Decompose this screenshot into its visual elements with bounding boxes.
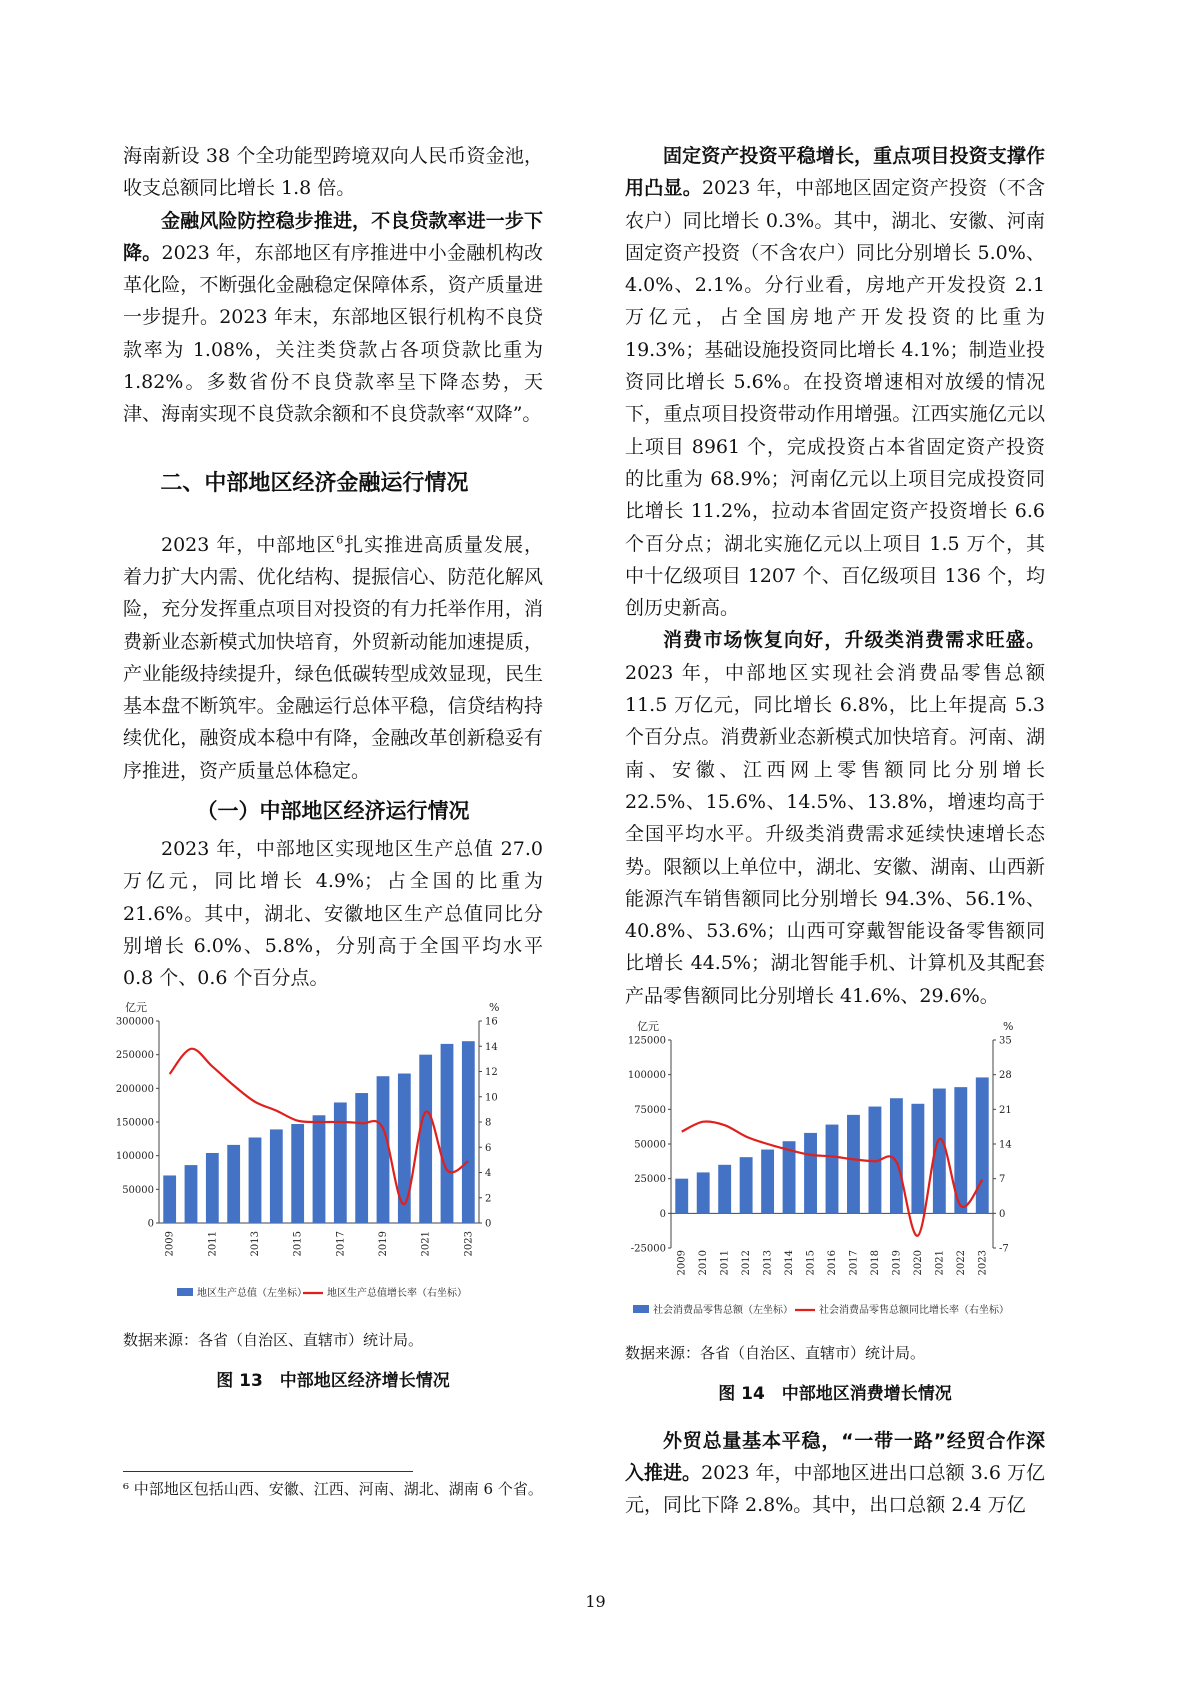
paragraph-body: 2023 年，中部地区实现社会消费品零售总额 11.5 万亿元，同比增长 6.8%，比上年提高 5.3 个百分点。消费新业态新模式加快培育。河南、湖南、安徽、江西网上零售额同比分别增长 22.5%、15.6%、14.5%、13.8%，增速均高于全国平均水平。升级类消费需求延续快速增长态势。限额以上单位中，湖北、安徽、湖南、山西新能源汽车销售额同比分别增长 94.3%、56.1%、40.8%、53.6%；山西可穿戴智能设备零售额同比增长 44.5%；湖北智能手机、计算机及其配套产品零售额同比分别增长 41.6%、29.6%。: [625, 661, 1045, 1007]
y2-tick-label: 8: [485, 1117, 492, 1129]
paragraph: [625, 624, 1045, 1012]
bar: [355, 1093, 368, 1223]
x-tick-label: 2014: [784, 1250, 796, 1276]
paragraph-body: 2023 年，中部地区固定资产投资（不含农户）同比增长 0.3%。其中，湖北、安徽、河南固定资产投资（不含农户）同比分别增长 5.0%、4.0%、2.1%。分行业看，房地产开发投资 2.1 万亿元，占全国房地产开发投资的比重为 19.3%；基础设施投资同比增长 4.1%；制造业投资同比增长 5.6%。在投资增速相对放缓的情况下，重点项目投资带动作用增强。江西实施亿元以上项目 8961 个，完成投资占本省固定资产投资的比重为 68.9%；河南亿元以上项目完成投资同比增长 11.2%，拉动本省固定资产投资增长 6.6 个百分点；湖北实施亿元以上项目 1.5 万个，其中十亿级项目 1207 个、百亿级项目 136 个，均创历史新高。: [625, 177, 1045, 620]
left-column: [115, 140, 543, 1397]
bar: [847, 1115, 860, 1213]
figure-caption: 图 13 中部地区经济增长情况: [216, 1370, 450, 1391]
bar: [185, 1165, 198, 1223]
bar: [761, 1150, 774, 1214]
y-tick-label: 0: [147, 1218, 154, 1230]
x-tick-label: 2011: [719, 1250, 731, 1276]
x-tick-label: 2011: [207, 1230, 219, 1256]
paragraph: [123, 529, 543, 787]
figure-source: 数据来源：各省（自治区、直辖市）统计局。: [123, 1330, 424, 1349]
bar: [377, 1076, 390, 1223]
bar: [291, 1124, 304, 1223]
x-tick-label: 2016: [827, 1250, 838, 1276]
bar: [804, 1133, 817, 1213]
section-heading: 二、中部地区经济金融运行情况: [160, 470, 469, 496]
x-tick-label: 2015: [805, 1250, 817, 1276]
y-tick-label: 200000: [115, 1083, 154, 1095]
chart-13: [115, 1000, 543, 1325]
y-tick-label: -25000: [630, 1243, 666, 1255]
y2-axis-unit: %: [489, 1000, 500, 1014]
y2-tick-label: 7: [999, 1174, 1006, 1186]
x-tick-label: 2017: [335, 1230, 347, 1256]
bar: [334, 1102, 347, 1223]
x-tick-label: 2021: [934, 1250, 946, 1276]
y-tick-label: 125000: [627, 1035, 666, 1047]
bar: [976, 1077, 989, 1213]
paragraph-lead: 金融风险防控稳步推进，不良贷款率进一步下降。: [123, 209, 543, 264]
paragraph: 海南新设 38 个全功能型跨境双向人民币资金池，收支总额同比增长 1.8 倍。: [123, 145, 543, 200]
x-tick-label: 2022: [955, 1250, 967, 1276]
y-tick-label: 25000: [634, 1174, 666, 1186]
legend-label: 地区生产总值（左坐标）: [197, 1287, 307, 1299]
bar: [249, 1137, 262, 1223]
bar: [911, 1104, 924, 1214]
x-tick-label: 2013: [250, 1230, 261, 1256]
subsection-heading: （一）中部地区经济运行情况: [196, 799, 470, 824]
bar: [441, 1043, 454, 1222]
chart-13-svg: [115, 1000, 523, 1315]
bar: [227, 1144, 240, 1222]
legend-label: 地区生产总值增长率（右坐标）: [327, 1287, 467, 1299]
x-tick-label: 2020: [912, 1250, 924, 1276]
footnote: ⁶ 中部地区包括山西、安徽、江西、河南、湖北、湖南 6 个省。: [123, 1480, 543, 1498]
y-tick-label: 150000: [115, 1117, 154, 1129]
y2-tick-label: 28: [999, 1070, 1012, 1082]
paragraph-lead: 消费市场恢复向好，升级类消费需求旺盛。: [663, 629, 1045, 652]
y2-tick-label: 21: [999, 1104, 1012, 1116]
y2-tick-label: 16: [485, 1016, 498, 1028]
bar: [419, 1054, 432, 1222]
y2-tick-label: 0: [999, 1208, 1006, 1220]
footnote-divider: [123, 1471, 413, 1472]
y2-tick-label: 0: [485, 1218, 492, 1230]
bar: [270, 1129, 283, 1223]
bar: [826, 1125, 839, 1214]
y-tick-label: 100000: [115, 1150, 154, 1162]
x-tick-label: 2009: [164, 1230, 176, 1256]
bar: [675, 1179, 688, 1214]
right-column: [625, 140, 1045, 1522]
y-axis-unit: 亿元: [637, 1020, 659, 1034]
x-tick-label: 2009: [676, 1250, 688, 1276]
y2-tick-label: 4: [485, 1167, 492, 1179]
bar: [740, 1157, 753, 1213]
x-tick-label: 2017: [848, 1250, 860, 1276]
x-tick-label: 2010: [698, 1250, 710, 1276]
paragraph-body: 2023 年，中部地区进出口总额 3.6 万亿元，同比下降 2.8%。其中，出口总额 2.4 万亿: [625, 1461, 1045, 1517]
bar: [462, 1041, 475, 1223]
y-tick-label: 250000: [115, 1049, 154, 1061]
bar: [697, 1172, 710, 1213]
page-number: 19: [585, 1592, 606, 1611]
y2-tick-label: 35: [999, 1035, 1012, 1047]
x-tick-label: 2023: [977, 1250, 989, 1276]
y2-tick-label: 14: [485, 1041, 498, 1053]
y2-tick-label: 2: [485, 1192, 492, 1204]
bar: [163, 1175, 176, 1223]
x-tick-label: 2012: [741, 1250, 753, 1276]
legend-swatch-bar: [633, 1305, 649, 1313]
y2-tick-label: -7: [999, 1243, 1009, 1255]
y-axis-unit: 亿元: [125, 1000, 147, 1014]
figure-source: 数据来源：各省（自治区、直辖市）统计局。: [625, 1344, 926, 1363]
bar: [718, 1165, 731, 1214]
legend-label: 社会消费品零售总额同比增长率（右坐标）: [819, 1305, 1009, 1317]
chart-14: [625, 1018, 1045, 1338]
footnote-ref[interactable]: 6: [336, 533, 344, 547]
y-tick-label: 100000: [627, 1070, 666, 1082]
x-tick-label: 2013: [762, 1250, 774, 1276]
y2-tick-label: 10: [485, 1091, 498, 1103]
paragraph: [123, 205, 543, 431]
paragraph-body: 2023 年，中部地区: [161, 533, 337, 556]
y2-tick-label: 6: [485, 1142, 492, 1154]
y2-tick-label: 12: [485, 1066, 498, 1078]
paragraph-body: 2023 年，东部地区有序推进中小金融机构改革化险，不断强化金融稳定保障体系，资产质量进一步提升。2023 年末，东部地区银行机构不良贷款率为 1.08%，关注类贷款占各项贷款比重为 1.82%。多数省份不良贷款率呈下降态势，天津、海南实现不良贷款余额和不良贷款率“双降”。: [123, 241, 543, 426]
y-tick-label: 50000: [122, 1184, 154, 1196]
bar: [313, 1115, 326, 1223]
y-tick-label: 0: [659, 1208, 666, 1220]
figure-caption: 图 14 中部地区消费增长情况: [718, 1384, 952, 1405]
x-tick-label: 2023: [463, 1230, 475, 1256]
paragraph-lead: 固定资产投资平稳增长，重点项目投资支撑作用凸显。: [625, 145, 1045, 200]
legend-label: 社会消费品零售总额（左坐标）: [653, 1305, 793, 1317]
legend-swatch-bar: [177, 1288, 193, 1296]
y-tick-label: 50000: [634, 1139, 666, 1151]
y2-tick-label: 14: [999, 1139, 1012, 1151]
x-tick-label: 2015: [292, 1230, 304, 1256]
paragraph: [625, 140, 1045, 624]
x-tick-label: 2021: [420, 1230, 432, 1256]
x-tick-label: 2019: [891, 1250, 903, 1276]
y2-axis-unit: %: [1003, 1020, 1014, 1034]
paragraph-body: 扎实推进高质量发展，着力扩大内需、优化结构、提振信心、防范化解风险，充分发挥重点项目对投资的有力托举作用，消费新业态新模式加快培育，外贸新动能加速提质，产业能级持续提升，绿色低碳转型成效显现，民生基本盘不断筑牢。金融运行总体平稳，信贷结构持续优化，融资成本稳中有降，金融改革创新稳妥有序推进，资产质量总体稳定。: [123, 533, 543, 782]
y-tick-label: 75000: [634, 1104, 666, 1116]
y-tick-label: 300000: [115, 1016, 154, 1028]
x-tick-label: 2019: [378, 1230, 389, 1256]
paragraph-lead: 外贸总量基本平稳，“一带一路”经贸合作深入推进。: [625, 1429, 1045, 1484]
paragraph: 2023 年，中部地区实现地区生产总值 27.0 万亿元，同比增长 4.9%；占全国的比重为 21.6%。其中，湖北、安徽地区生产总值同比分别增长 6.0%、5.8%，分别高于全国平均水平 0.8 个、0.6 个百分点。: [123, 838, 543, 990]
x-tick-label: 2018: [869, 1250, 881, 1276]
bar: [206, 1153, 219, 1223]
paragraph: [625, 1425, 1045, 1522]
chart-14-svg: [625, 1018, 1035, 1328]
